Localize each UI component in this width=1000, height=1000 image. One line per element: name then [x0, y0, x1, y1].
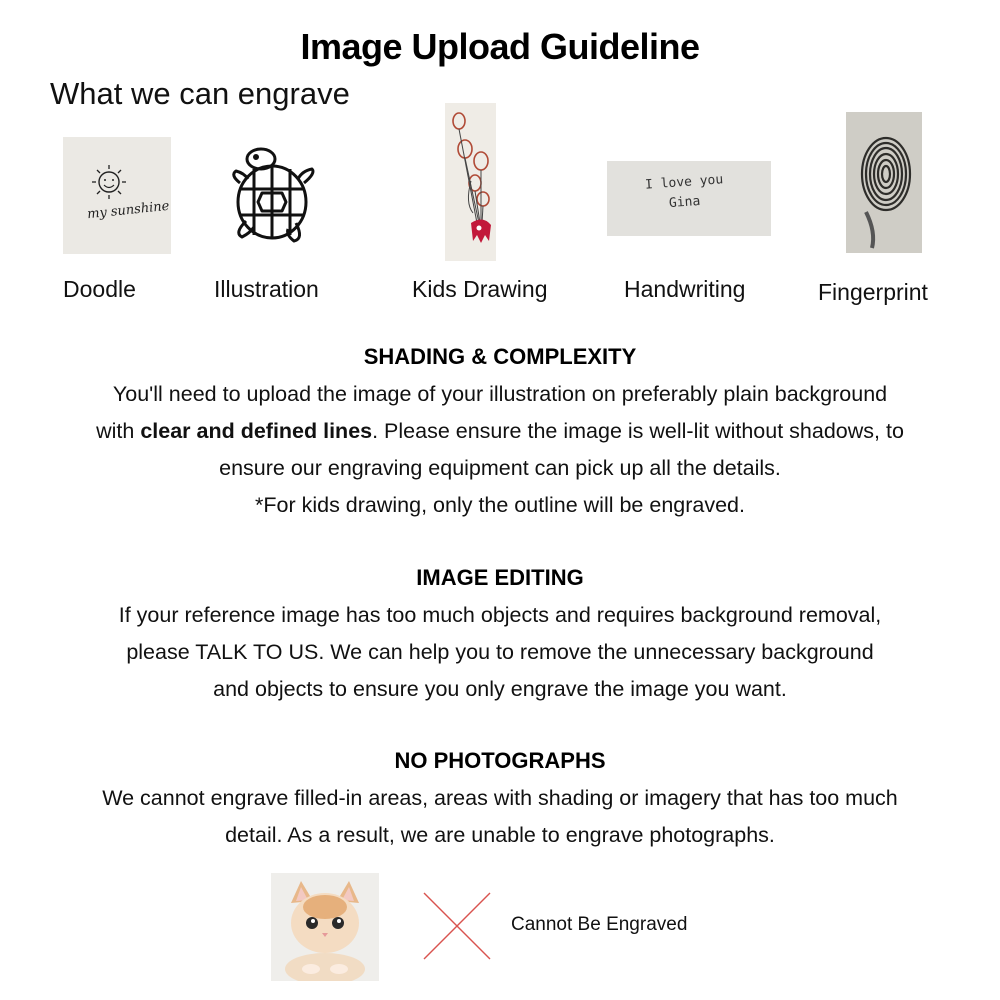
body-line [0, 413, 1000, 450]
kids-drawing-image [445, 103, 496, 261]
section-body-editing [0, 597, 1000, 708]
body-line: detail. As a result, we are unable to engrave photographs. [225, 823, 775, 847]
caption-handwriting: Handwriting [624, 276, 746, 302]
caption-fingerprint: Fingerprint [818, 279, 928, 305]
body-line: ensure our engraving equipment can pick up all the details. [219, 456, 781, 480]
handwriting-line-2: Gina [668, 193, 701, 212]
turtle-icon [228, 145, 328, 250]
kids-drawing-icon [445, 103, 496, 261]
illustration-image [228, 145, 328, 250]
section-body-photographs [0, 780, 1000, 854]
doodle-text: my sunshine [86, 198, 171, 223]
doodle-image [63, 137, 171, 254]
body-line: please TALK TO US. We can help you to remove the unnecessary background [126, 640, 874, 664]
section-subtitle: What we can engrave [50, 76, 350, 111]
sun-doodle-icon [63, 137, 171, 254]
page-title: Image Upload Guideline [300, 26, 700, 67]
body-text: . Please ensure the image is well-lit without shadows, to [372, 419, 904, 443]
fingerprint-icon [846, 112, 922, 253]
section-heading-photographs: NO PHOTOGRAPHS [394, 748, 606, 773]
fingerprint-image [846, 112, 922, 253]
bold-text: clear and defined lines [140, 419, 373, 443]
caption-kids-drawing: Kids Drawing [412, 276, 548, 302]
body-line: We cannot engrave filled-in areas, areas with shading or imagery that has too much [102, 786, 898, 810]
caption-illustration: Illustration [214, 276, 319, 302]
handwriting-image [607, 161, 771, 236]
body-text: with [96, 419, 141, 443]
kitten-photo-icon [271, 873, 379, 981]
body-line: You'll need to upload the image of your illustration on preferably plain background [112, 382, 888, 406]
cannot-be-engraved-label: Cannot Be Engraved [511, 914, 688, 935]
section-body-shading [0, 376, 1000, 524]
body-line: and objects to ensure you only engrave the image you want. [213, 677, 787, 701]
kitten-photo [271, 873, 379, 981]
section-heading-shading: SHADING & COMPLEXITY [363, 344, 637, 369]
body-line: *For kids drawing, only the outline will be engraved. [255, 493, 745, 517]
handwriting-line-1: I love you [644, 172, 724, 193]
red-x-icon [423, 892, 491, 960]
caption-doodle: Doodle [63, 276, 136, 302]
body-line: If your reference image has too much objects and requires background removal, [118, 603, 882, 627]
section-heading-editing: IMAGE EDITING [416, 565, 584, 590]
